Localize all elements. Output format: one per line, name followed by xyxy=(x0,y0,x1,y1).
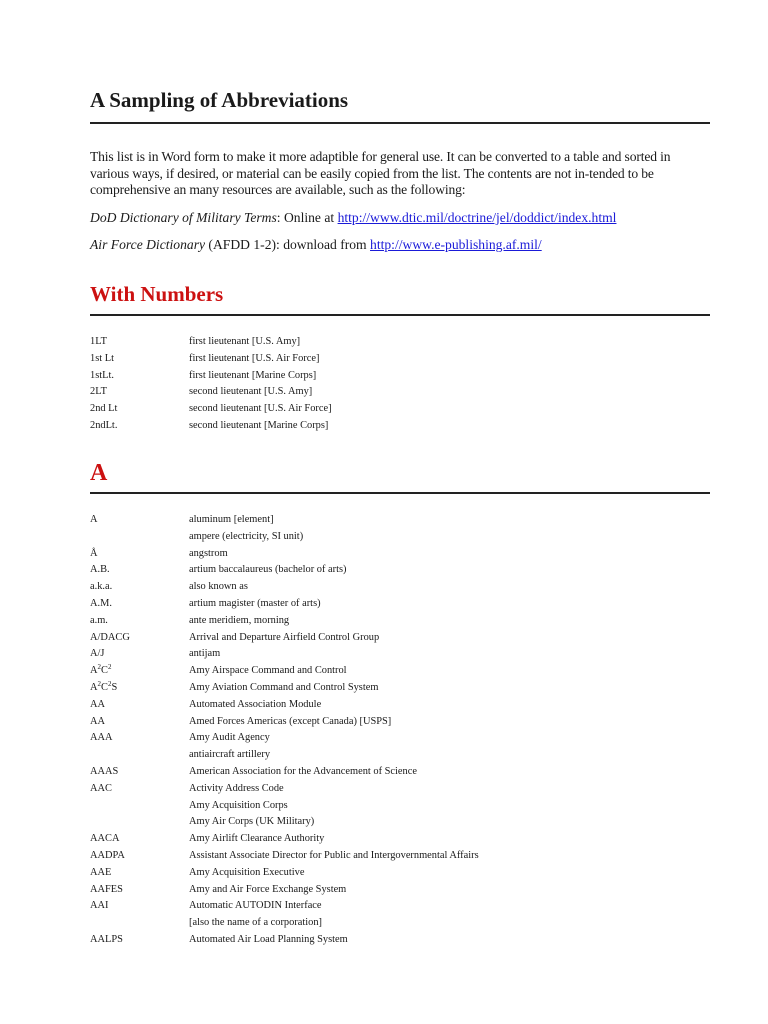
abbreviation-row xyxy=(90,848,710,865)
abbreviation-row xyxy=(90,646,710,663)
abbreviation-row xyxy=(90,663,710,680)
abbreviation-definition: Amy Acquisition Corps xyxy=(189,799,288,811)
abbreviation-definition: second lieutenant [U.S. Amy] xyxy=(189,386,313,398)
reference-dod-dictionary xyxy=(90,210,616,226)
abbreviation-term: 2ndLt. xyxy=(90,419,118,431)
abbreviation-row xyxy=(90,418,710,435)
abbreviation-term: AACA xyxy=(90,833,120,845)
abbreviation-definition: first lieutenant [Marine Corps] xyxy=(189,369,317,381)
abbreviation-row xyxy=(90,529,710,546)
abbreviation-term: a.k.a. xyxy=(90,581,113,593)
abbreviation-term: 1st Lt xyxy=(90,352,114,364)
abbreviation-row xyxy=(90,747,710,764)
abbreviation-term: A/DACG xyxy=(90,631,130,643)
abbreviation-row xyxy=(90,898,710,915)
abbreviation-row xyxy=(90,334,710,351)
abbreviation-term: A xyxy=(90,514,98,525)
abbreviation-definition: Amed Forces Americas (except Canada) [USPS] xyxy=(189,715,392,727)
e-publishing-link[interactable]: http://www.e-publishing.af.mil/ xyxy=(370,237,542,252)
abbreviation-definition: Automatic AUTODIN Interface xyxy=(189,900,322,912)
abbreviation-term: AAE xyxy=(90,866,112,878)
intro-paragraph: This list is in Word form to make it more adaptible for general use. It can be converted to a table and sorted in various ways, if desired, or material can be easily copied from the list. The contents are not in-tended to be comprehensive an many resources are available, such as the following: xyxy=(90,149,671,197)
abbreviation-term: AAI xyxy=(90,900,109,912)
abbreviation-row xyxy=(90,798,710,815)
abbreviation-definition: Activity Address Code xyxy=(189,782,284,794)
abbreviation-definition: Amy Acquisition Executive xyxy=(189,866,305,878)
abbreviation-row xyxy=(90,401,710,418)
title-divider xyxy=(90,122,710,124)
abbreviation-definition: Amy Airspace Command and Control xyxy=(189,665,347,677)
document-title: A Sampling of Abbreviations xyxy=(90,88,349,112)
abbreviation-term: AAFES xyxy=(90,883,123,895)
abbreviation-row xyxy=(90,368,710,385)
abbreviation-definition: angstrom xyxy=(189,547,228,559)
abbreviation-definition: second lieutenant [Marine Corps] xyxy=(189,419,329,431)
abbreviation-definition: [also the name of a corporation] xyxy=(189,917,323,929)
abbreviation-list-with-numbers xyxy=(90,334,710,435)
abbreviation-row xyxy=(90,596,710,613)
abbreviation-row xyxy=(90,764,710,781)
reference-text: : Online at xyxy=(276,210,338,225)
reference-name: DoD Dictionary of Military Terms xyxy=(90,210,277,225)
abbreviation-definition: aluminum [element] xyxy=(189,514,274,525)
abbreviation-row xyxy=(90,630,710,647)
abbreviation-term: a.m. xyxy=(90,614,108,626)
abbreviation-row xyxy=(90,831,710,848)
abbreviation-term: AA xyxy=(90,698,106,710)
abbreviation-row xyxy=(90,579,710,596)
abbreviation-term: AAC xyxy=(90,782,112,794)
abbreviation-term: 2LT xyxy=(90,386,107,398)
abbreviation-list-a xyxy=(90,512,710,949)
section-heading-a: A xyxy=(90,460,108,486)
abbreviation-definition: second lieutenant [U.S. Air Force] xyxy=(189,403,332,415)
abbreviation-definition: antijam xyxy=(189,648,221,660)
abbreviation-definition: Automated Association Module xyxy=(189,698,322,710)
abbreviation-row xyxy=(90,714,710,731)
abbreviation-term: AALPS xyxy=(90,933,123,945)
abbreviation-row xyxy=(90,730,710,747)
reference-name: Air Force Dictionary xyxy=(90,237,206,252)
abbreviation-row xyxy=(90,865,710,882)
abbreviation-row xyxy=(90,512,710,529)
dtic-link[interactable]: http://www.dtic.mil/doctrine/jel/doddict/index.html xyxy=(337,210,617,225)
abbreviation-definition: Automated Air Load Planning System xyxy=(189,933,348,945)
abbreviation-term: $A^2C^2S$ xyxy=(90,679,118,693)
abbreviation-term: $A^2C^2$ xyxy=(90,663,112,677)
abbreviation-definition: American Association for the Advancement of Science xyxy=(189,765,417,777)
abbreviation-definition: ampere (electricity, SI unit) xyxy=(189,530,304,542)
abbreviation-term: A.B. xyxy=(90,564,110,576)
abbreviation-term: 2nd Lt xyxy=(90,403,118,415)
abbreviation-row xyxy=(90,781,710,798)
abbreviation-row xyxy=(90,562,710,579)
section-divider xyxy=(90,314,710,316)
abbreviation-definition: Amy Audit Agency xyxy=(189,732,270,744)
abbreviation-definition: ante meridiem, morning xyxy=(189,614,290,626)
abbreviation-definition: Arrival and Departure Airfield Control Group xyxy=(189,631,380,643)
abbreviation-row xyxy=(90,613,710,630)
abbreviation-term: 1LT xyxy=(90,336,107,347)
abbreviation-row xyxy=(90,932,710,949)
abbreviation-definition: artium baccalaureus (bachelor of arts) xyxy=(189,564,347,576)
abbreviation-definition: also known as xyxy=(189,581,248,593)
abbreviation-term: A/J xyxy=(90,648,105,660)
abbreviation-row xyxy=(90,814,710,831)
reference-air-force-dictionary xyxy=(90,237,542,253)
section-divider xyxy=(90,492,710,494)
abbreviation-term: AAA xyxy=(90,732,113,744)
abbreviation-definition: Amy and Air Force Exchange System xyxy=(189,883,347,895)
abbreviation-row xyxy=(90,680,710,697)
abbreviation-row xyxy=(90,351,710,368)
abbreviation-term: Å xyxy=(90,547,98,559)
reference-text: (AFDD 1-2): download from xyxy=(205,237,371,252)
abbreviation-definition: Amy Airlift Clearance Authority xyxy=(189,833,325,845)
section-heading-with-numbers: With Numbers xyxy=(90,282,224,306)
abbreviation-term: AA xyxy=(90,715,106,727)
abbreviation-row xyxy=(90,384,710,401)
abbreviation-term: AADPA xyxy=(90,849,125,861)
abbreviation-row xyxy=(90,882,710,899)
abbreviation-definition: first lieutenant [U.S. Air Force] xyxy=(189,352,320,364)
abbreviation-definition: artium magister (master of arts) xyxy=(189,597,321,609)
abbreviation-definition: first lieutenant [U.S. Amy] xyxy=(189,336,301,347)
abbreviation-definition: Assistant Associate Director for Public and Intergovernmental Affairs xyxy=(189,849,479,861)
abbreviation-term: AAAS xyxy=(90,765,119,777)
abbreviation-row xyxy=(90,915,710,932)
abbreviation-row xyxy=(90,546,710,563)
abbreviation-definition: antiaircraft artillery xyxy=(189,749,271,761)
abbreviation-definition: Amy Aviation Command and Control System xyxy=(189,681,379,693)
abbreviation-term: A.M. xyxy=(90,597,112,609)
abbreviation-definition: Amy Air Corps (UK Military) xyxy=(189,816,315,828)
abbreviation-row xyxy=(90,697,710,714)
abbreviation-term: 1stLt. xyxy=(90,369,114,381)
